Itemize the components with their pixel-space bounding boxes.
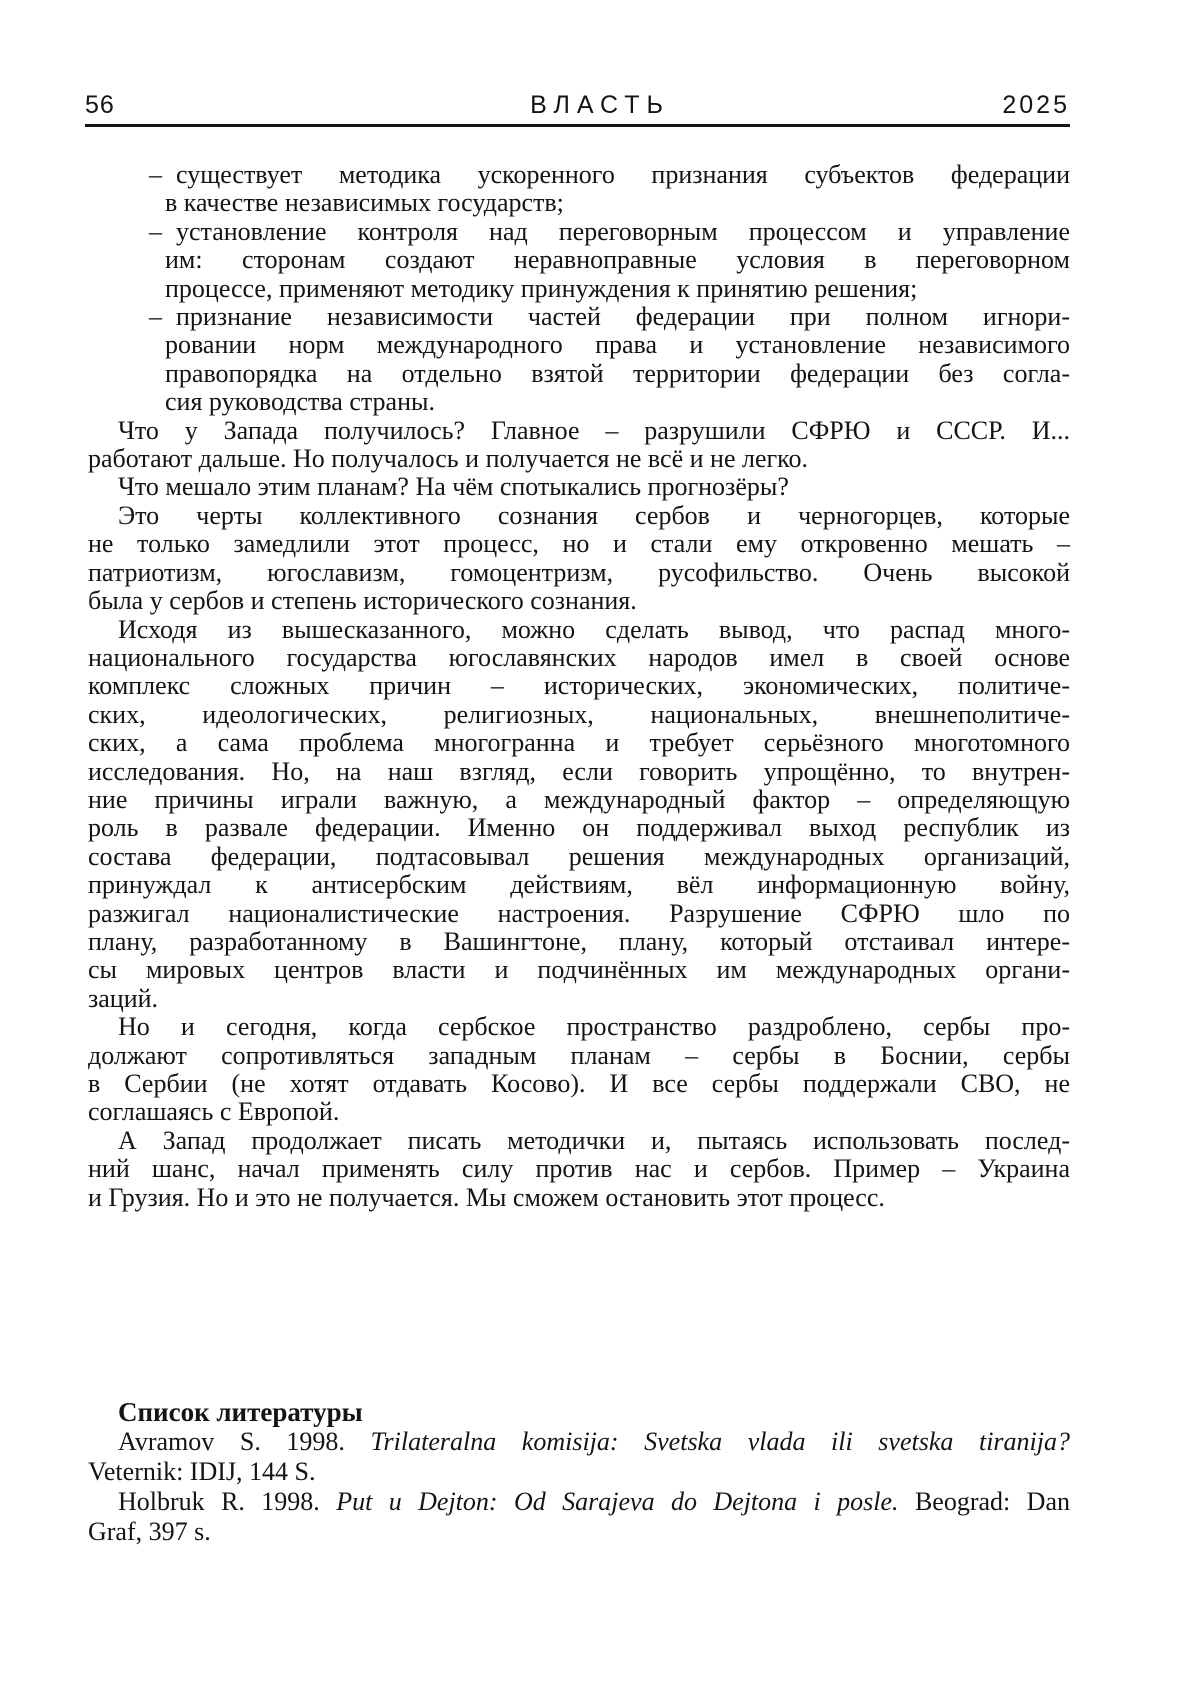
text-line: сия руководства страны. xyxy=(165,387,435,417)
text-line: – признание независимости частей федерации при полном игнори- xyxy=(149,302,1070,332)
reference-text: Avramov S. 1998. xyxy=(118,1427,371,1457)
reference-text: Beograd: Dan xyxy=(898,1487,1070,1517)
reference-text: Holbruk R. 1998. xyxy=(118,1487,337,1517)
text-line: ние причины играли важную, а международный фактор – определяющую xyxy=(88,784,1070,814)
text-line: ний шанс, начал применять силу против нас и сербов. Пример – Украина xyxy=(88,1154,1070,1184)
text-line: – установление контроля над переговорным процессом и управление xyxy=(149,216,1070,246)
text-line: – существует методика ускоренного признания субъектов федерации xyxy=(149,160,1070,189)
text-line: роль в развале федерации. Именно он поддерживал выход республик из xyxy=(88,813,1070,843)
references-heading: Список литературы xyxy=(118,1397,363,1428)
list-item xyxy=(149,160,1070,218)
reference-text: Veternik: IDIJ, 144 S. xyxy=(88,1457,316,1487)
list-item xyxy=(149,216,1070,303)
reference-title-italic: Trilateralna komisija: Svetska vlada ili svetska tiranija? xyxy=(370,1427,1070,1457)
text-line: ских, а сама проблема многогранна и требует серьёзного многотомного xyxy=(88,728,1070,758)
reference-entry xyxy=(88,1427,1070,1487)
reference-entry xyxy=(88,1487,1070,1547)
paragraph xyxy=(88,417,1070,474)
paragraph xyxy=(88,616,1070,1014)
text-line: в Сербии (не хотят отдавать Косово). И все сербы поддержали СВО, не xyxy=(88,1069,1070,1098)
page-number: 56 xyxy=(85,91,115,119)
text-line: национального государства югославянских народов имел в своей основе xyxy=(88,642,1070,672)
text-line: работают дальше. Но получалось и получается не всё и не легко. xyxy=(88,444,808,474)
list-item xyxy=(149,302,1070,417)
text-line: комплекс сложных причин – исторических, экономических, политиче- xyxy=(88,671,1070,701)
paragraph xyxy=(88,1127,1070,1212)
text-line: А Запад продолжает писать методички и, пытаясь использовать послед- xyxy=(118,1125,1070,1155)
bullet-dash: – xyxy=(149,302,162,332)
text-line: была у сербов и степень исторического сознания. xyxy=(88,586,637,616)
text-line: процессе, применяют методику принуждения к принятию решения; xyxy=(165,273,918,303)
header-rule xyxy=(85,124,1070,127)
text-line: Это черты коллективного сознания сербов и черногорцев, которые xyxy=(118,500,1070,530)
text-line: исследования. Но, на наш взгляд, если говорить упрощённо, то внутрен- xyxy=(88,756,1070,786)
bullet-dash: – xyxy=(149,160,162,189)
text-line: в качестве независимых государств; xyxy=(165,188,564,218)
reference-line xyxy=(88,1457,1070,1487)
text-line: им: сторонам создают неравноправные условия в переговорном xyxy=(165,245,1070,275)
text-line: соглашаясь с Европой. xyxy=(88,1097,340,1127)
text-line: плану, разработанному в Вашингтоне, плану, который отстаивал интере- xyxy=(88,926,1070,956)
text-line: патриотизм, югославизм, гомоцентризм, русофильство. Очень высокой xyxy=(88,557,1070,587)
text-line: не только замедлили этот процесс, но и стали ему откровенно мешать – xyxy=(88,529,1070,559)
paragraph xyxy=(88,473,1070,501)
text-line: Исходя из вышесказанного, можно сделать вывод, что распад много- xyxy=(118,614,1070,644)
text-line: ских, идеологических, религиозных, национальных, внешнеполитиче- xyxy=(88,699,1070,729)
reference-line xyxy=(88,1427,1070,1457)
text-line: Но и сегодня, когда сербское пространство раздроблено, сербы про- xyxy=(118,1012,1070,1042)
journal-title: ВЛАСТЬ xyxy=(530,91,670,119)
text-line: Что мешало этим планам? На чём спотыкались прогнозёры? xyxy=(118,472,789,502)
bullet-dash: – xyxy=(149,216,162,246)
reference-line xyxy=(88,1517,1070,1547)
paragraph xyxy=(88,1013,1070,1127)
article-body xyxy=(88,161,1070,1547)
reference-text: Graf, 397 s. xyxy=(88,1517,211,1547)
text-line: состава федерации, подтасовывал решения международных организаций, xyxy=(88,841,1070,871)
text-line: сы мировых центров власти и подчинённых им международных органи- xyxy=(88,955,1070,985)
text-line: Что у Запада получилось? Главное – разрушили СФРЮ и СССР. И... xyxy=(118,415,1070,445)
reference-title-italic: Put u Dejton: Od Sarajeva do Dejtona i posle. xyxy=(336,1487,899,1517)
text-line: принуждал к антисербским действиям, вёл информационную войну, xyxy=(88,870,1070,900)
text-line: заций. xyxy=(88,983,159,1013)
publication-year: 2025 xyxy=(1002,91,1070,119)
text-line: и Грузия. Но и это не получается. Мы сможем остановить этот процесс. xyxy=(88,1182,885,1212)
reference-line xyxy=(88,1487,1070,1517)
text-line: правопорядка на отдельно взятой территории федерации без согла- xyxy=(165,358,1070,388)
text-line: ровании норм международного права и установление независимого xyxy=(165,330,1070,360)
paragraph xyxy=(88,502,1070,616)
text-line: должают сопротивляться западным планам – сербы в Боснии, сербы xyxy=(88,1040,1070,1070)
text-line: разжигал националистические настроения. Разрушение СФРЮ шло по xyxy=(88,898,1070,928)
